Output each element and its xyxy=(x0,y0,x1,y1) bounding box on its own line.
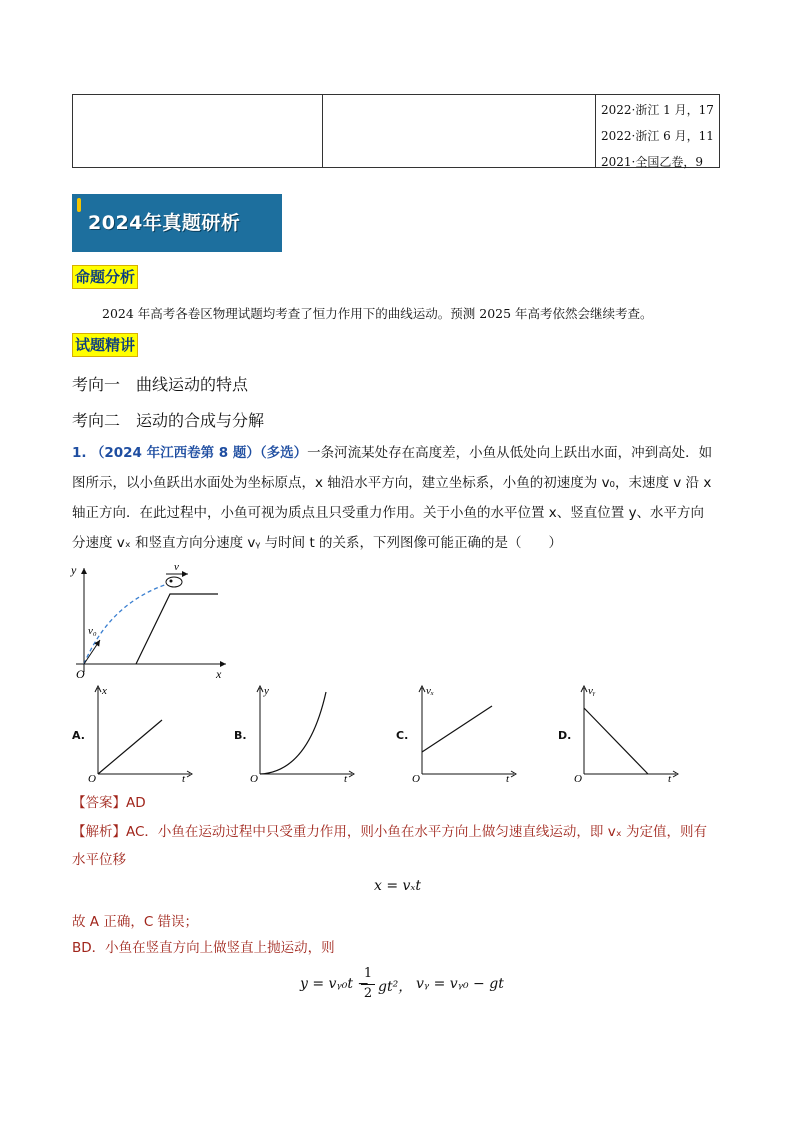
question-line: 图所示，以小鱼跃出水面处为坐标原点，x 轴沿水平方向，建立坐标系，小鱼的初速度为 v₀，末速度 v 沿 x xyxy=(72,475,712,491)
equation-part: y = vᵧ₀t − xyxy=(300,976,370,992)
y-axis-label: y xyxy=(71,563,77,577)
explanation-line: AC．小鱼在运动过程中只受重力作用，则小鱼在水平方向上做匀速直线运动，即 vₓ 为定值，则有 xyxy=(126,824,707,840)
curve xyxy=(98,720,162,774)
equation-y xyxy=(300,966,600,1006)
topic-heading: 考向二 运动的合成与分解 xyxy=(72,411,265,430)
question-source: （2024 年江西卷第 8 题） xyxy=(90,445,260,461)
question-type: （多选） xyxy=(259,445,308,461)
x-axis-label: x xyxy=(216,667,222,681)
fish-icon xyxy=(166,577,182,587)
option-a-graph xyxy=(88,682,198,782)
option-c-graph xyxy=(412,682,522,782)
question-number: 1. xyxy=(72,445,87,461)
options-row xyxy=(72,682,732,782)
explanation-block xyxy=(72,818,732,874)
section-label-lecture: 试题精讲 xyxy=(72,333,138,357)
explanation-line: 水平位移 xyxy=(72,852,126,868)
origin-label: O xyxy=(574,773,582,782)
option-b-graph xyxy=(250,682,360,782)
curve xyxy=(422,706,492,752)
option-letter: C. xyxy=(396,729,409,742)
question-line: 轴正方向．在此过程中，小鱼可视为质点且只受重力作用。关于小鱼的水平位置 x、竖直位置 y、水平方向 xyxy=(72,505,705,521)
reference-line: 2022·浙江 1 月，17 xyxy=(601,103,714,117)
x-label: t xyxy=(344,773,348,782)
y-label: y xyxy=(264,685,269,697)
section-banner xyxy=(72,194,282,252)
x-label: t xyxy=(182,773,186,782)
table-divider xyxy=(322,95,323,167)
origin-label: O xyxy=(412,773,420,782)
reference-table xyxy=(72,94,720,168)
fish-jump-figure xyxy=(66,560,236,684)
reference-line: 2022·浙江 6 月，11 xyxy=(601,129,714,143)
fraction-numerator: 1 xyxy=(363,966,373,981)
answer-label: 【答案】AD xyxy=(72,795,146,811)
origin-label: O xyxy=(250,773,258,782)
y-label: x xyxy=(102,685,107,697)
question-text xyxy=(72,438,732,558)
analysis-paragraph: 2024 年高考各卷区物理试题均考查了恒力作用下的曲线运动。预测 2025 年高考依然会继续考查。 xyxy=(102,306,653,321)
option-d-graph xyxy=(574,682,684,782)
initial-velocity-label: v₀ xyxy=(88,625,97,637)
origin-label: O xyxy=(88,773,96,782)
final-velocity-label: v xyxy=(174,561,179,573)
option-letter: B. xyxy=(234,729,247,742)
option-letter: D. xyxy=(558,729,572,742)
explanation-line: 故 A 正确，C 错误； xyxy=(72,914,199,930)
question-line: 分速度 vₓ 和竖直方向分速度 vᵧ 与时间 t 的关系，下列图像可能正确的是（ ） xyxy=(72,535,563,551)
option-letter: A. xyxy=(72,729,85,742)
table-divider xyxy=(595,95,596,167)
equation-part: gt²， xyxy=(378,979,413,995)
y-label: vₓ xyxy=(426,685,435,697)
initial-velocity-arrow xyxy=(84,640,100,664)
explanation-line: BD．小鱼在竖直方向上做竖直上抛运动，则 xyxy=(72,940,335,956)
topic-heading: 考向一 曲线运动的特点 xyxy=(72,375,249,394)
x-label: t xyxy=(506,773,510,782)
equation-part: vᵧ = vᵧ₀ − gt xyxy=(416,976,504,992)
reference-line: 2021·全国乙卷，9 xyxy=(601,155,703,169)
equation-x: x = vₓt xyxy=(374,878,422,894)
riverbank-step xyxy=(136,594,218,664)
origin-label: O xyxy=(76,667,85,681)
explanation-label: 【解析】 xyxy=(72,824,126,840)
trajectory-curve xyxy=(84,582,174,664)
banner-title: 2024年真题研析 xyxy=(88,212,241,234)
curve xyxy=(260,692,326,774)
question-line: 一条河流某处存在高度差，小鱼从低处向上跃出水面，冲到高处．如 xyxy=(307,445,713,461)
fraction-denominator: 2 xyxy=(363,986,373,1001)
banner-tab-marker xyxy=(77,198,81,212)
section-label-analysis: 命题分析 xyxy=(72,265,138,289)
curve xyxy=(584,708,648,774)
x-label: t xyxy=(668,773,672,782)
y-label: vᵧ xyxy=(588,685,596,697)
table-cell-references xyxy=(601,97,714,175)
